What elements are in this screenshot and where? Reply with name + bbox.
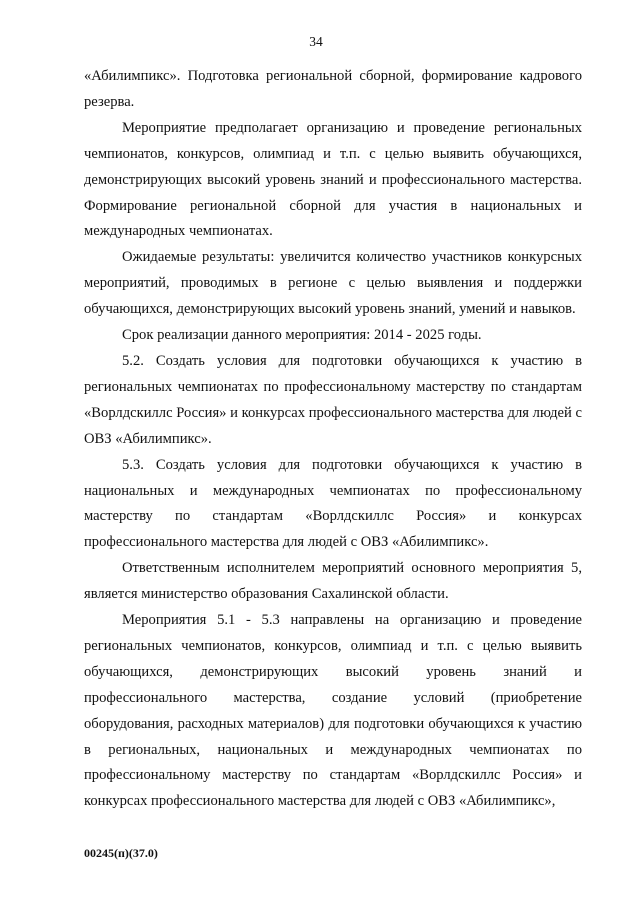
paragraph-responsible-executor: Ответственным исполнителем мероприятий основного мероприятия 5, является министерство образования Сахалинской области.	[84, 560, 582, 603]
paragraph-continuation: «Абилимпикс». Подготовка региональной сборной, формирование кадрового резерва.	[84, 68, 582, 110]
document-code: 00245(п)(37.0)	[84, 846, 158, 860]
paragraph-implementation-period: Срок реализации данного мероприятия: 2014 - 2025 годы.	[122, 327, 482, 344]
paragraph-item-5-2: 5.2. Создать условия для подготовки обучающихся к участию в региональных чемпионатах по профессиональному мастерству по стандартам «Ворлдскиллс Россия» и конкурсах профессионального мастерства для людей с ОВЗ «Абилимпикс».	[84, 352, 582, 447]
paragraph-events-summary: Мероприятия 5.1 - 5.3 направлены на организацию и проведение региональных чемпионатов, конкурсов, олимпиад и т.п. с целью выявить обучающихся, демонстрирующих высокий уровень знаний и профессионального мастерства, создание условий (приобретение оборудования, расходных материалов) для подготовки обучающихся к участию в региональных, национальных и международных чемпионатах по профессиональному мастерству по стандартам «Ворлдскиллс Россия» и конкурсах профессионального мастерства для людей с ОВЗ «Абилимпикс»,	[84, 612, 582, 810]
paragraph-item-5-3: 5.3. Создать условия для подготовки обучающихся к участию в национальных и международных чемпионатах по профессиональному мастерству по стандартам «Ворлдскиллс Россия» и конкурсах профессионального мастерства для людей с ОВЗ «Абилимпикс».	[84, 456, 582, 551]
paragraph-event-description: Мероприятие предполагает организацию и проведение региональных чемпионатов, конкурсов, олимпиад и т.п. с целью выявить обучающихся, демонстрирующих высокий уровень знаний и профессионального мастерства. Формирование региональной сборной для участия в национальных и международных чемпионатах.	[84, 119, 582, 240]
document-body	[84, 64, 582, 815]
page-number: 34	[309, 34, 323, 49]
paragraph-expected-results: Ожидаемые результаты: увеличится количество участников конкурсных мероприятий, проводимых в регионе с целью выявления и поддержки обучающихся, демонстрирующих высокий уровень знаний, умений и навыков.	[84, 249, 582, 318]
